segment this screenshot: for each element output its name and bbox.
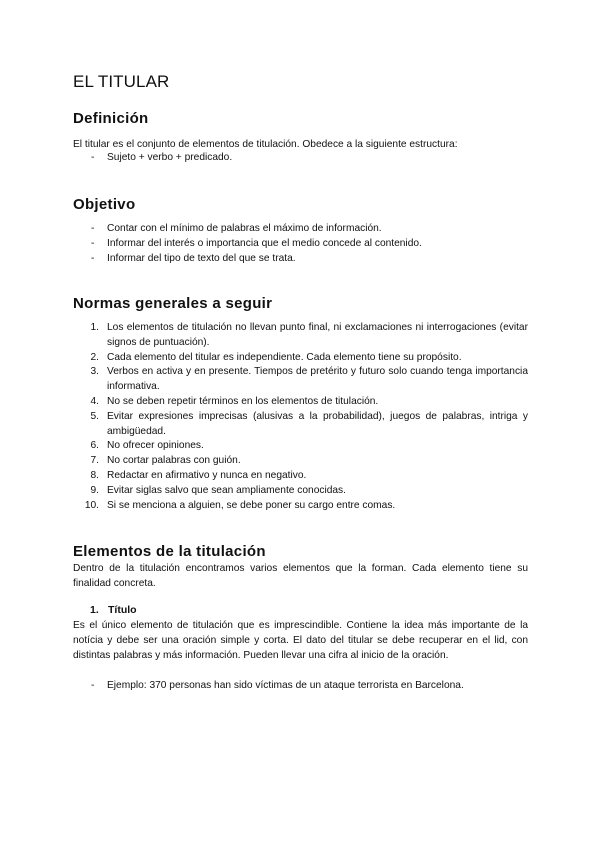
list-item xyxy=(73,499,528,514)
list-item xyxy=(73,252,528,267)
list-item-text: Informar del tipo de texto del que se trata. xyxy=(107,252,296,264)
list-item-text: Contar con el mínimo de palabras el máximo de información. xyxy=(107,223,382,234)
bullet-dash: - xyxy=(91,680,95,691)
bullet-dash: - xyxy=(91,223,95,234)
list-item xyxy=(73,351,528,366)
list-item xyxy=(73,410,528,440)
subheading-titulo xyxy=(90,604,137,616)
list-item-text: Cada elemento del titular es independiente. Cada elemento tiene su propósito. xyxy=(107,351,462,363)
list-item xyxy=(73,469,528,484)
list-item-text: Evitar expresiones imprecisas (alusivas a la probabilidad), juegos de palabras, intriga y ambigüedad. xyxy=(107,410,528,437)
list-item xyxy=(73,365,528,395)
list-item-text: No se deben repetir términos en los elementos de titulación. xyxy=(107,395,379,407)
bullet-dash: - xyxy=(91,252,95,264)
list-item-text: Redactar en afirmativo y nunca en negativo. xyxy=(107,469,307,481)
subheading-number: 1. xyxy=(90,604,99,616)
list-number: 8. xyxy=(90,469,99,481)
list-item-text: Informar del interés o importancia que el medio concede al contenido. xyxy=(107,237,422,249)
list-item xyxy=(73,222,528,237)
heading-definicion: Definición xyxy=(73,110,149,127)
list-item xyxy=(73,151,528,166)
list-number: 7. xyxy=(90,455,99,467)
list-item-text: Ejemplo: 370 personas han sido víctimas de un ataque terrorista en Barcelona. xyxy=(107,680,464,691)
bullet-dash: - xyxy=(91,152,95,163)
bullet-dash: - xyxy=(91,237,95,249)
list-item-text: No cortar palabras con guión. xyxy=(107,455,241,467)
list-item xyxy=(73,395,528,410)
list-item-text: Sujeto + verbo + predicado. xyxy=(107,152,233,163)
titulo-list xyxy=(73,679,528,694)
list-item-text: Verbos en activa y en presente. Tiempos de pretérito y futuro solo cuando tenga importancia informativa. xyxy=(107,366,528,393)
list-item-text: No ofrecer opiniones. xyxy=(107,440,204,452)
list-item xyxy=(73,321,528,351)
definicion-text: El titular es el conjunto de elementos de titulación. Obedece a la siguiente estructura: xyxy=(73,139,458,150)
list-number: 5. xyxy=(90,410,99,422)
list-number: 9. xyxy=(90,484,99,496)
heading-elementos: Elementos de la titulación xyxy=(73,543,266,560)
list-item xyxy=(73,237,528,252)
list-item xyxy=(73,454,528,469)
list-number: 2. xyxy=(90,351,99,363)
list-item xyxy=(73,679,528,694)
list-item-text: Evitar siglas salvo que sean ampliamente conocidas. xyxy=(107,484,346,496)
list-number: 4. xyxy=(90,395,99,407)
list-number: 1. xyxy=(90,322,99,333)
objetivo-list xyxy=(73,222,528,266)
list-item-text: Si se menciona a alguien, se debe poner su cargo entre comas. xyxy=(107,499,396,511)
heading-normas: Normas generales a seguir xyxy=(73,295,273,312)
list-item-text: Los elementos de titulación no llevan punto final, ni exclamaciones ni interrogaciones (evitar signos de puntuación). xyxy=(107,322,528,348)
list-item xyxy=(73,439,528,454)
heading-objetivo: Objetivo xyxy=(73,196,136,213)
titulo-text: Es el único elemento de titulación que es imprescindible. Contiene la idea más importante de la notícia y debe ser una oración simple y corta. El dato del titular se debe recuperar en el lid, con distintas palabras y más información. Pueden llevar una cifra al inicio de la oración. xyxy=(73,620,528,662)
normas-list xyxy=(73,321,528,513)
subheading-label: Título xyxy=(108,604,137,616)
list-item xyxy=(73,484,528,499)
page-title: EL TITULAR xyxy=(73,72,170,91)
list-number: 10. xyxy=(84,499,99,511)
list-number: 6. xyxy=(90,440,99,452)
definicion-list xyxy=(73,151,528,166)
list-number: 3. xyxy=(90,366,99,378)
elementos-intro: Dentro de la titulación encontramos varios elementos que la forman. Cada elemento tiene su finalidad concreta. xyxy=(73,563,528,590)
